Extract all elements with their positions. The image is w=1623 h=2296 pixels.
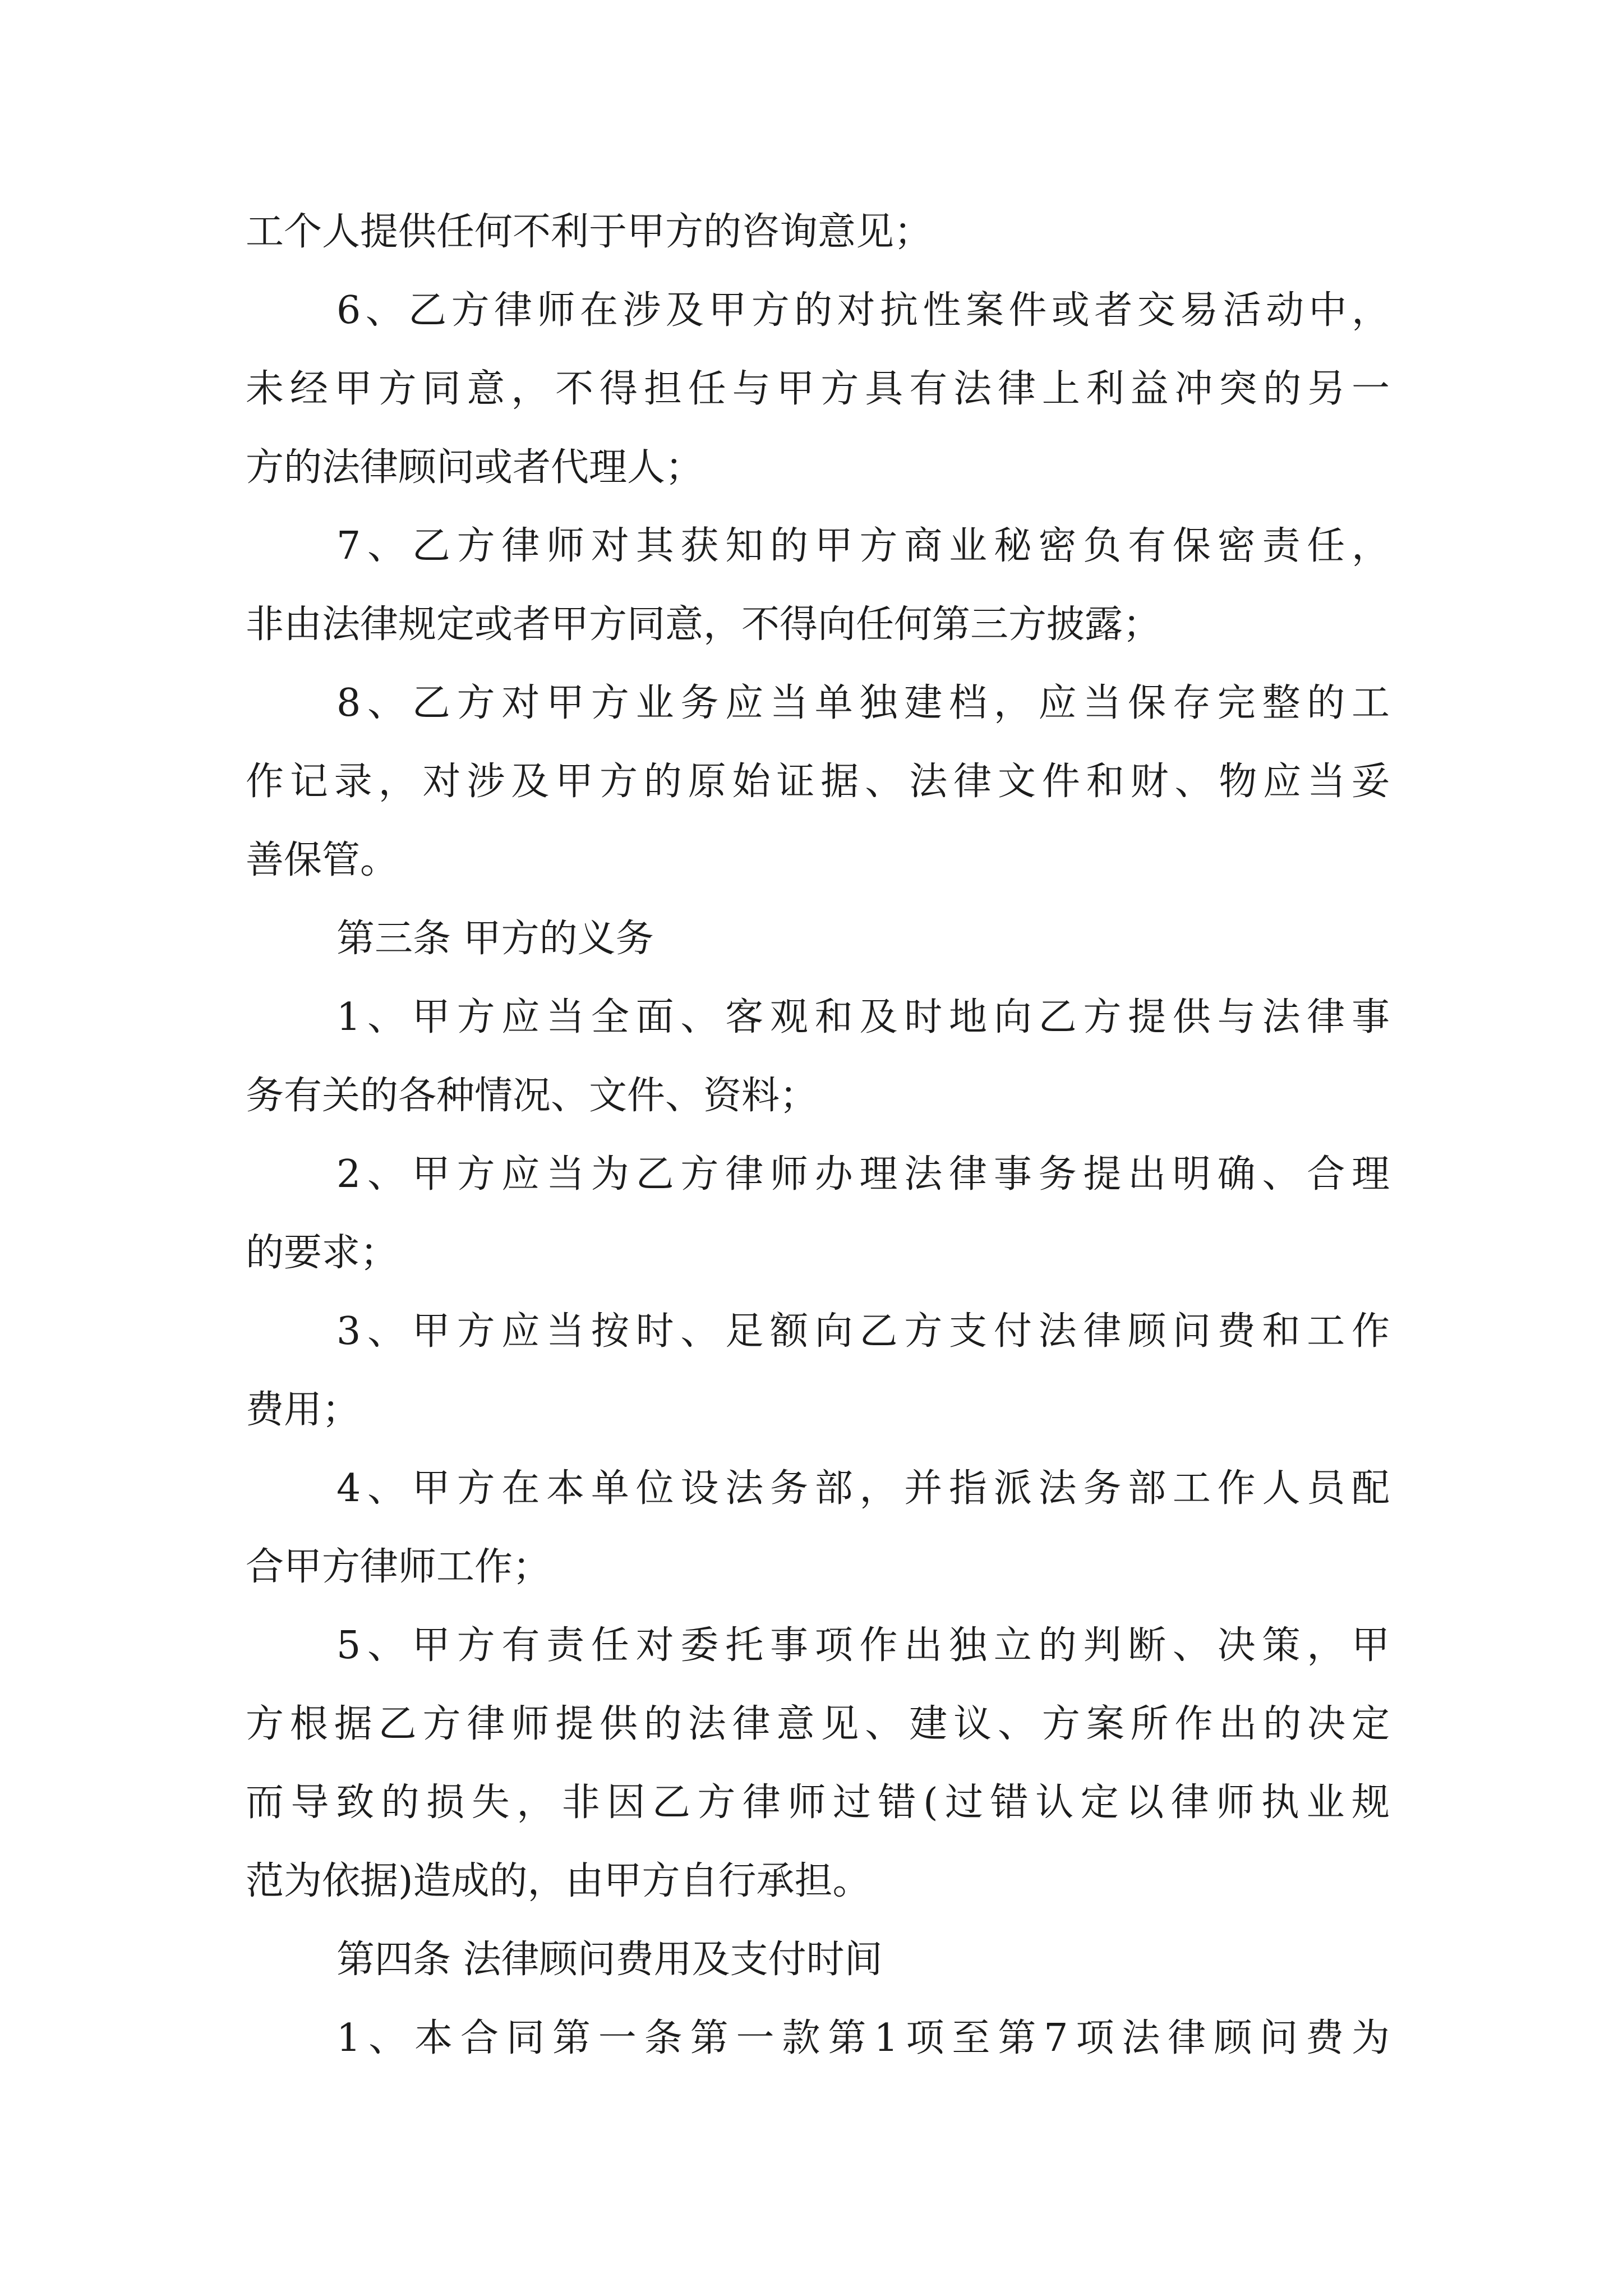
text-line: 1、本合同第一条第一款第1项至第7项法律顾问费为: [336, 2016, 1390, 2060]
text-line: 非由法律规定或者甲方同意，不得向任何第三方披露；: [246, 602, 1161, 647]
text-line: 而导致的损失，非因乙方律师过错(过错认定以律师执业规: [246, 1780, 1390, 1825]
text-line: 费用；: [246, 1388, 361, 1432]
text-line: 方根据乙方律师提供的法律意见、建议、方案所作出的决定: [246, 1702, 1390, 1746]
text-line: 4、甲方在本单位设法务部，并指派法务部工作人员配: [336, 1466, 1390, 1511]
text-line: 合甲方律师工作；: [246, 1545, 551, 1589]
section-heading: 第四条 法律顾问费用及支付时间: [336, 1938, 883, 1982]
text-line: 工个人提供任何不利于甲方的咨询意见；: [246, 210, 933, 254]
text-line: 作记录，对涉及甲方的原始证据、法律文件和财、物应当妥: [246, 760, 1390, 804]
text-line: 2、甲方应当为乙方律师办理法律事务提出明确、合理: [336, 1152, 1390, 1197]
text-line: 6、乙方律师在涉及甲方的对抗性案件或者交易活动中，: [336, 288, 1390, 333]
text-line: 的要求；: [246, 1231, 399, 1275]
text-line: 善保管。: [246, 838, 399, 882]
text-line: 务有关的各种情况、文件、资料；: [246, 1074, 818, 1118]
text-line: 范为依据)造成的，由甲方自行承担。: [246, 1859, 871, 1903]
text-line: 8、乙方对甲方业务应当单独建档，应当保存完整的工: [336, 681, 1390, 725]
text-line: 未经甲方同意，不得担任与甲方具有法律上利益冲突的另一: [246, 367, 1390, 411]
text-line: 7、乙方律师对其获知的甲方商业秘密负有保密责任，: [336, 524, 1390, 568]
text-line: 3、甲方应当按时、足额向乙方支付法律顾问费和工作: [336, 1309, 1390, 1354]
section-heading: 第三条 甲方的义务: [336, 917, 654, 961]
text-line: 5、甲方有责任对委托事项作出独立的判断、决策，甲: [336, 1623, 1390, 1668]
text-line: 1、甲方应当全面、客观和及时地向乙方提供与法律事: [336, 995, 1390, 1039]
text-line: 方的法律顾问或者代理人；: [246, 445, 704, 490]
